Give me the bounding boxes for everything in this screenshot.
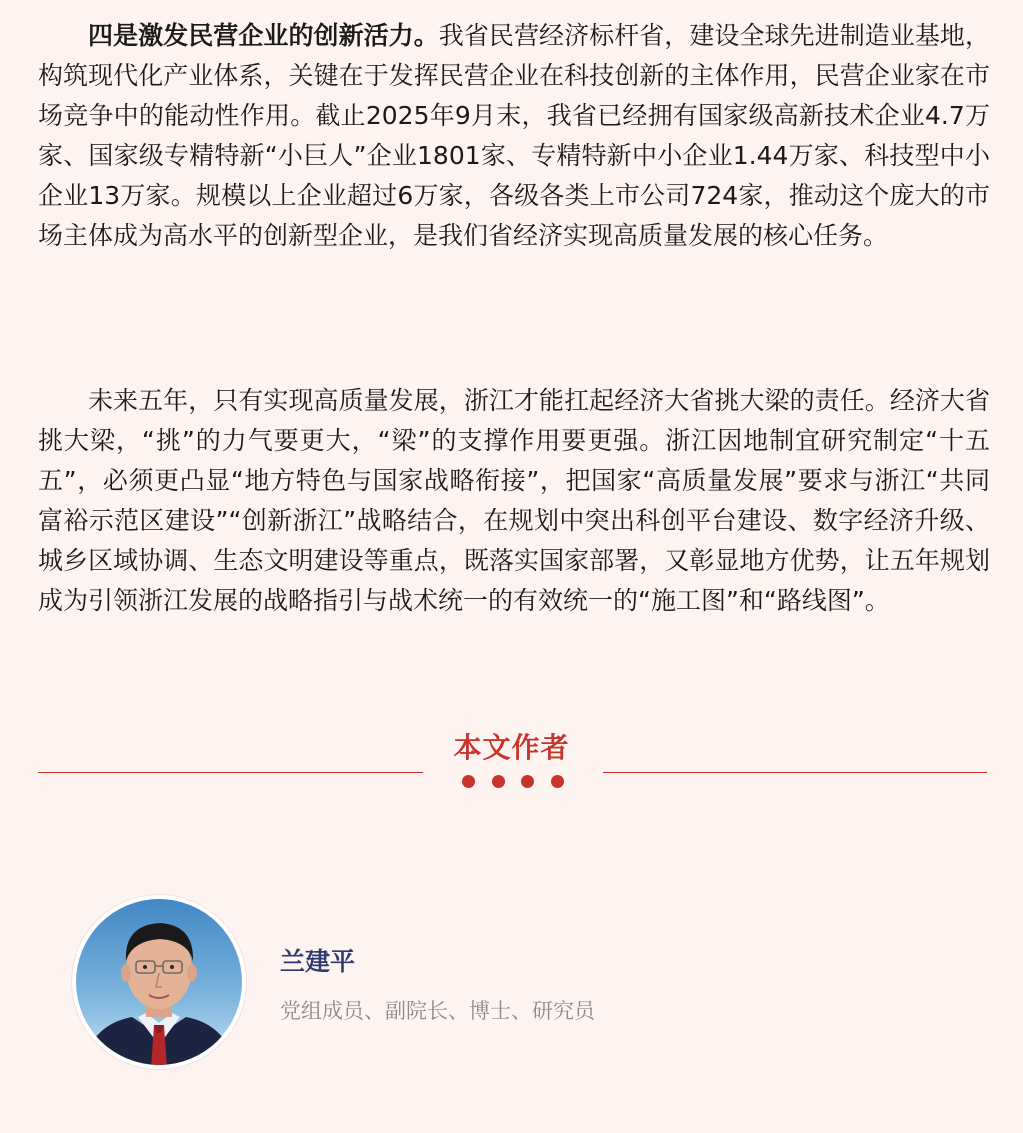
- dot-icon: [492, 775, 505, 788]
- decorative-dots: [462, 775, 564, 789]
- author-name: 兰建平: [280, 947, 356, 976]
- divider-left: [38, 772, 423, 773]
- article-paragraph-1: [38, 16, 990, 256]
- portrait-illustration: [72, 895, 246, 1069]
- dot-icon: [551, 775, 564, 788]
- author-title: 党组成员、副院长、博士、研究员: [280, 999, 595, 1023]
- article-paragraph-2: 未来五年，只有实现高质量发展，浙江才能扛起经济大省挑大梁的责任。经济大省挑大梁，“挑”的力气要更大，“梁”的支撑作用要更强。浙江因地制宜研究制定“十五五”，必须更凸显“地方特色与国家战略衔接”，把国家“高质量发展”要求与浙江“共同富裕示范区建设”“创新浙江”战略结合，在规划中突出科创平台建设、数字经济升级、城乡区域协调、生态文明建设等重点，既落实国家部署，又彰显地方优势，让五年规划成为引领浙江发展的战略指引与战术统一的有效统一的“施工图”和“路线图”。: [38, 386, 990, 615]
- dot-icon: [521, 775, 534, 788]
- dot-icon: [462, 775, 475, 788]
- divider-right: [603, 772, 987, 773]
- author-avatar: [72, 895, 246, 1069]
- paragraph-body: 我省民营经济标杆省，建设全球先进制造业基地，构筑现代化产业体系，关键在于发挥民营企业在科技创新的主体作用，民营企业家在市场竞争中的能动性作用。截止2025年9月末，我省已经拥有国家级高新技术企业4.7万家、国家级专精特新“小巨人”企业1801家、专精特新中小企业1.44万家、科技型中小企业13万家。规模以上企业超过6万家，各级各类上市公司724家，推动这个庞大的市场主体成为高水平的创新型企业，是我们省经济实现高质量发展的核心任务。: [38, 21, 990, 250]
- author-section-heading: 本文作者: [453, 731, 570, 764]
- paragraph-lead-bold: 四是激发民营企业的创新活力。: [88, 21, 439, 50]
